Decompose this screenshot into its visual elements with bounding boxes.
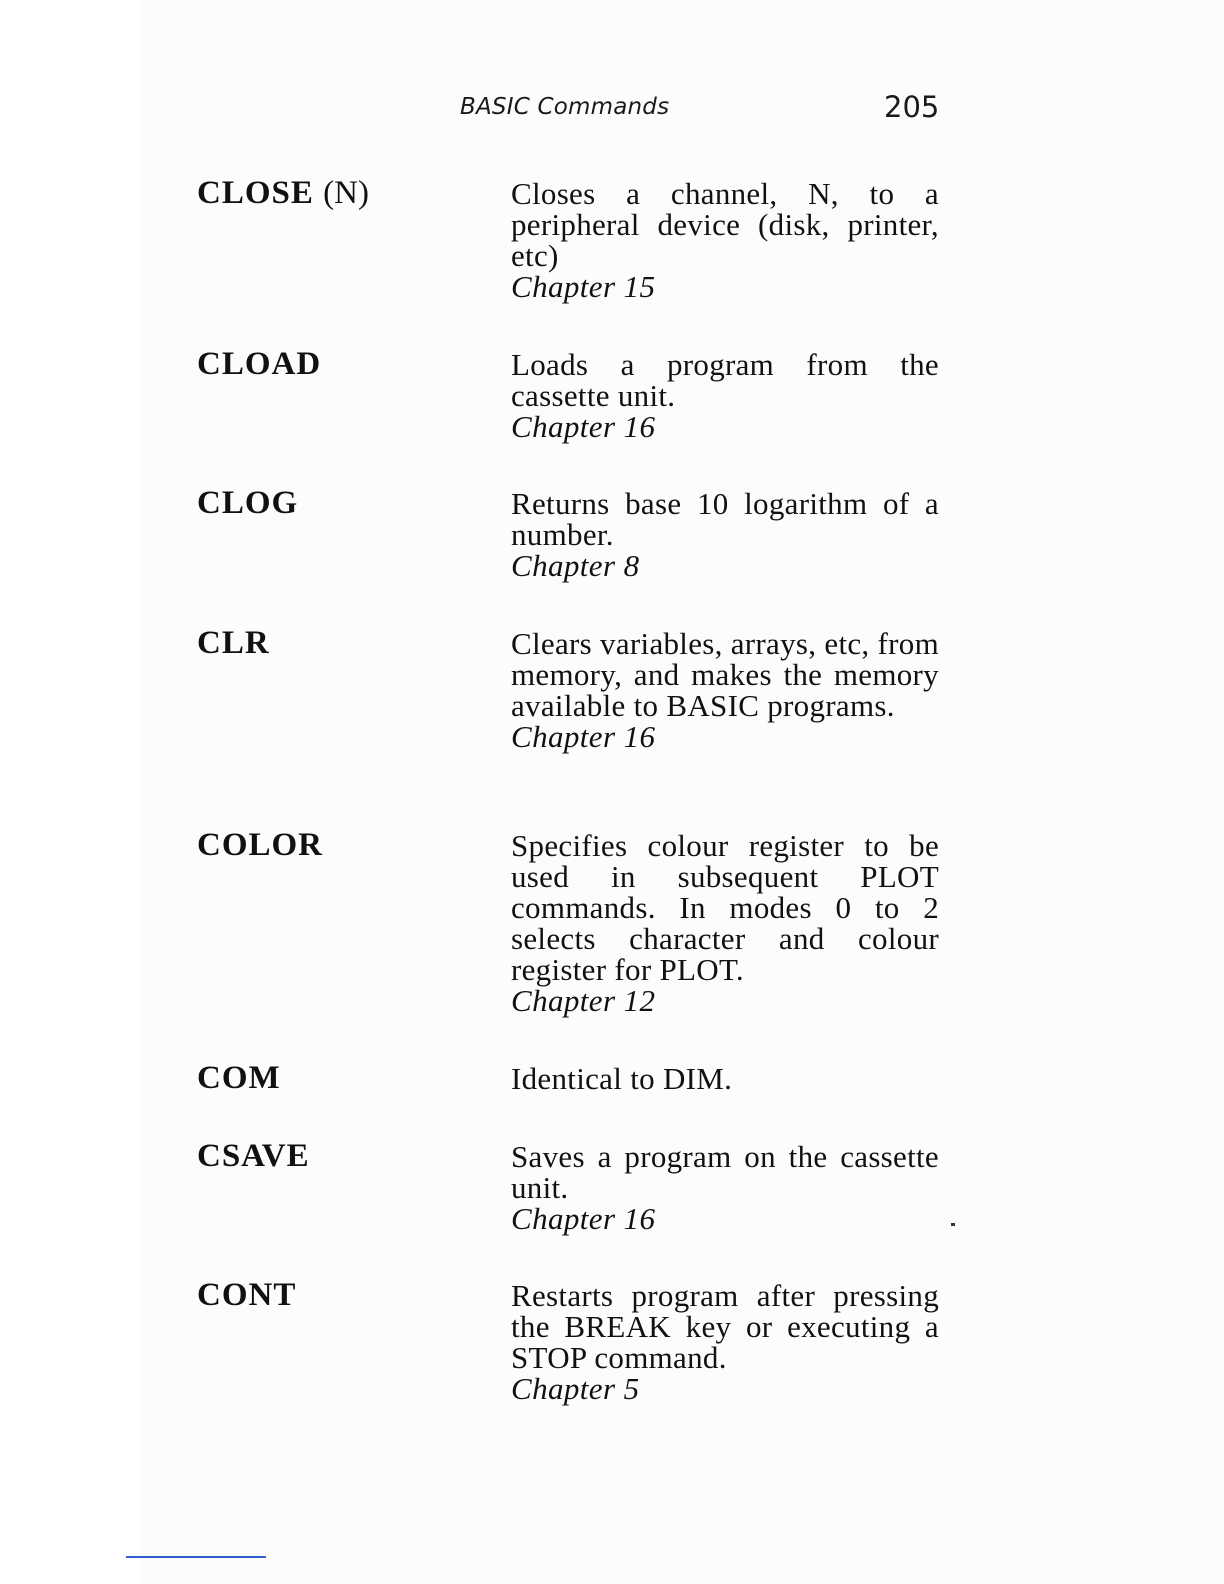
command-definition bbox=[511, 178, 939, 302]
command-definition bbox=[511, 1280, 939, 1404]
command-definition bbox=[511, 830, 939, 1016]
chapter-reference: Chapter 8 bbox=[511, 548, 640, 583]
command-description: Loads a program from the cassette unit. bbox=[511, 347, 939, 413]
command-term bbox=[197, 1060, 281, 1096]
running-head-title: BASIC Commands bbox=[460, 94, 670, 120]
command-name: CLOSE bbox=[197, 175, 314, 211]
command-name: CSAVE bbox=[197, 1138, 310, 1174]
command-description: Identical to DIM. bbox=[511, 1061, 733, 1096]
command-name: CLR bbox=[197, 625, 270, 661]
command-name: COLOR bbox=[197, 827, 324, 863]
page-number: 205 bbox=[884, 90, 940, 124]
command-definition bbox=[511, 349, 939, 442]
chapter-reference: Chapter 16 bbox=[511, 719, 656, 754]
margin-rule bbox=[126, 1556, 266, 1558]
command-term bbox=[197, 485, 299, 521]
command-term bbox=[197, 625, 270, 661]
command-term bbox=[197, 1138, 310, 1174]
command-definition bbox=[511, 1063, 939, 1094]
command-name: COM bbox=[197, 1060, 281, 1096]
chapter-reference: Chapter 15 bbox=[511, 269, 656, 304]
command-term bbox=[197, 1277, 297, 1313]
command-description: Returns base 10 logarithm of a number. bbox=[511, 486, 939, 552]
chapter-reference: Chapter 16 bbox=[511, 409, 656, 444]
command-name: CONT bbox=[197, 1277, 297, 1313]
command-term bbox=[197, 175, 369, 211]
command-term bbox=[197, 827, 324, 863]
command-definition bbox=[511, 1141, 939, 1234]
command-description: Saves a program on the cassette unit. bbox=[511, 1139, 939, 1205]
chapter-reference: Chapter 16 bbox=[511, 1201, 656, 1236]
command-name: CLOG bbox=[197, 485, 299, 521]
chapter-reference: Chapter 5 bbox=[511, 1371, 640, 1406]
command-definition bbox=[511, 488, 939, 581]
command-description: Clears variables, arrays, etc, from memory, and makes the memory available to BASIC programs. bbox=[511, 626, 939, 723]
command-description: Closes a channel, N, to a peripheral device (disk, printer, etc) bbox=[511, 176, 939, 273]
command-term bbox=[197, 346, 322, 382]
command-name: CLOAD bbox=[197, 346, 322, 382]
command-argument: (N) bbox=[323, 175, 369, 211]
command-description: Specifies colour register to be used in subsequent PLOT commands. In modes 0 to 2 selects character and colour register for PLOT. bbox=[511, 828, 939, 987]
command-description: Restarts program after pressing the BREAK key or executing a STOP command. bbox=[511, 1278, 939, 1375]
scan-speck bbox=[951, 1223, 955, 1226]
command-definition bbox=[511, 628, 939, 752]
chapter-reference: Chapter 12 bbox=[511, 983, 656, 1018]
